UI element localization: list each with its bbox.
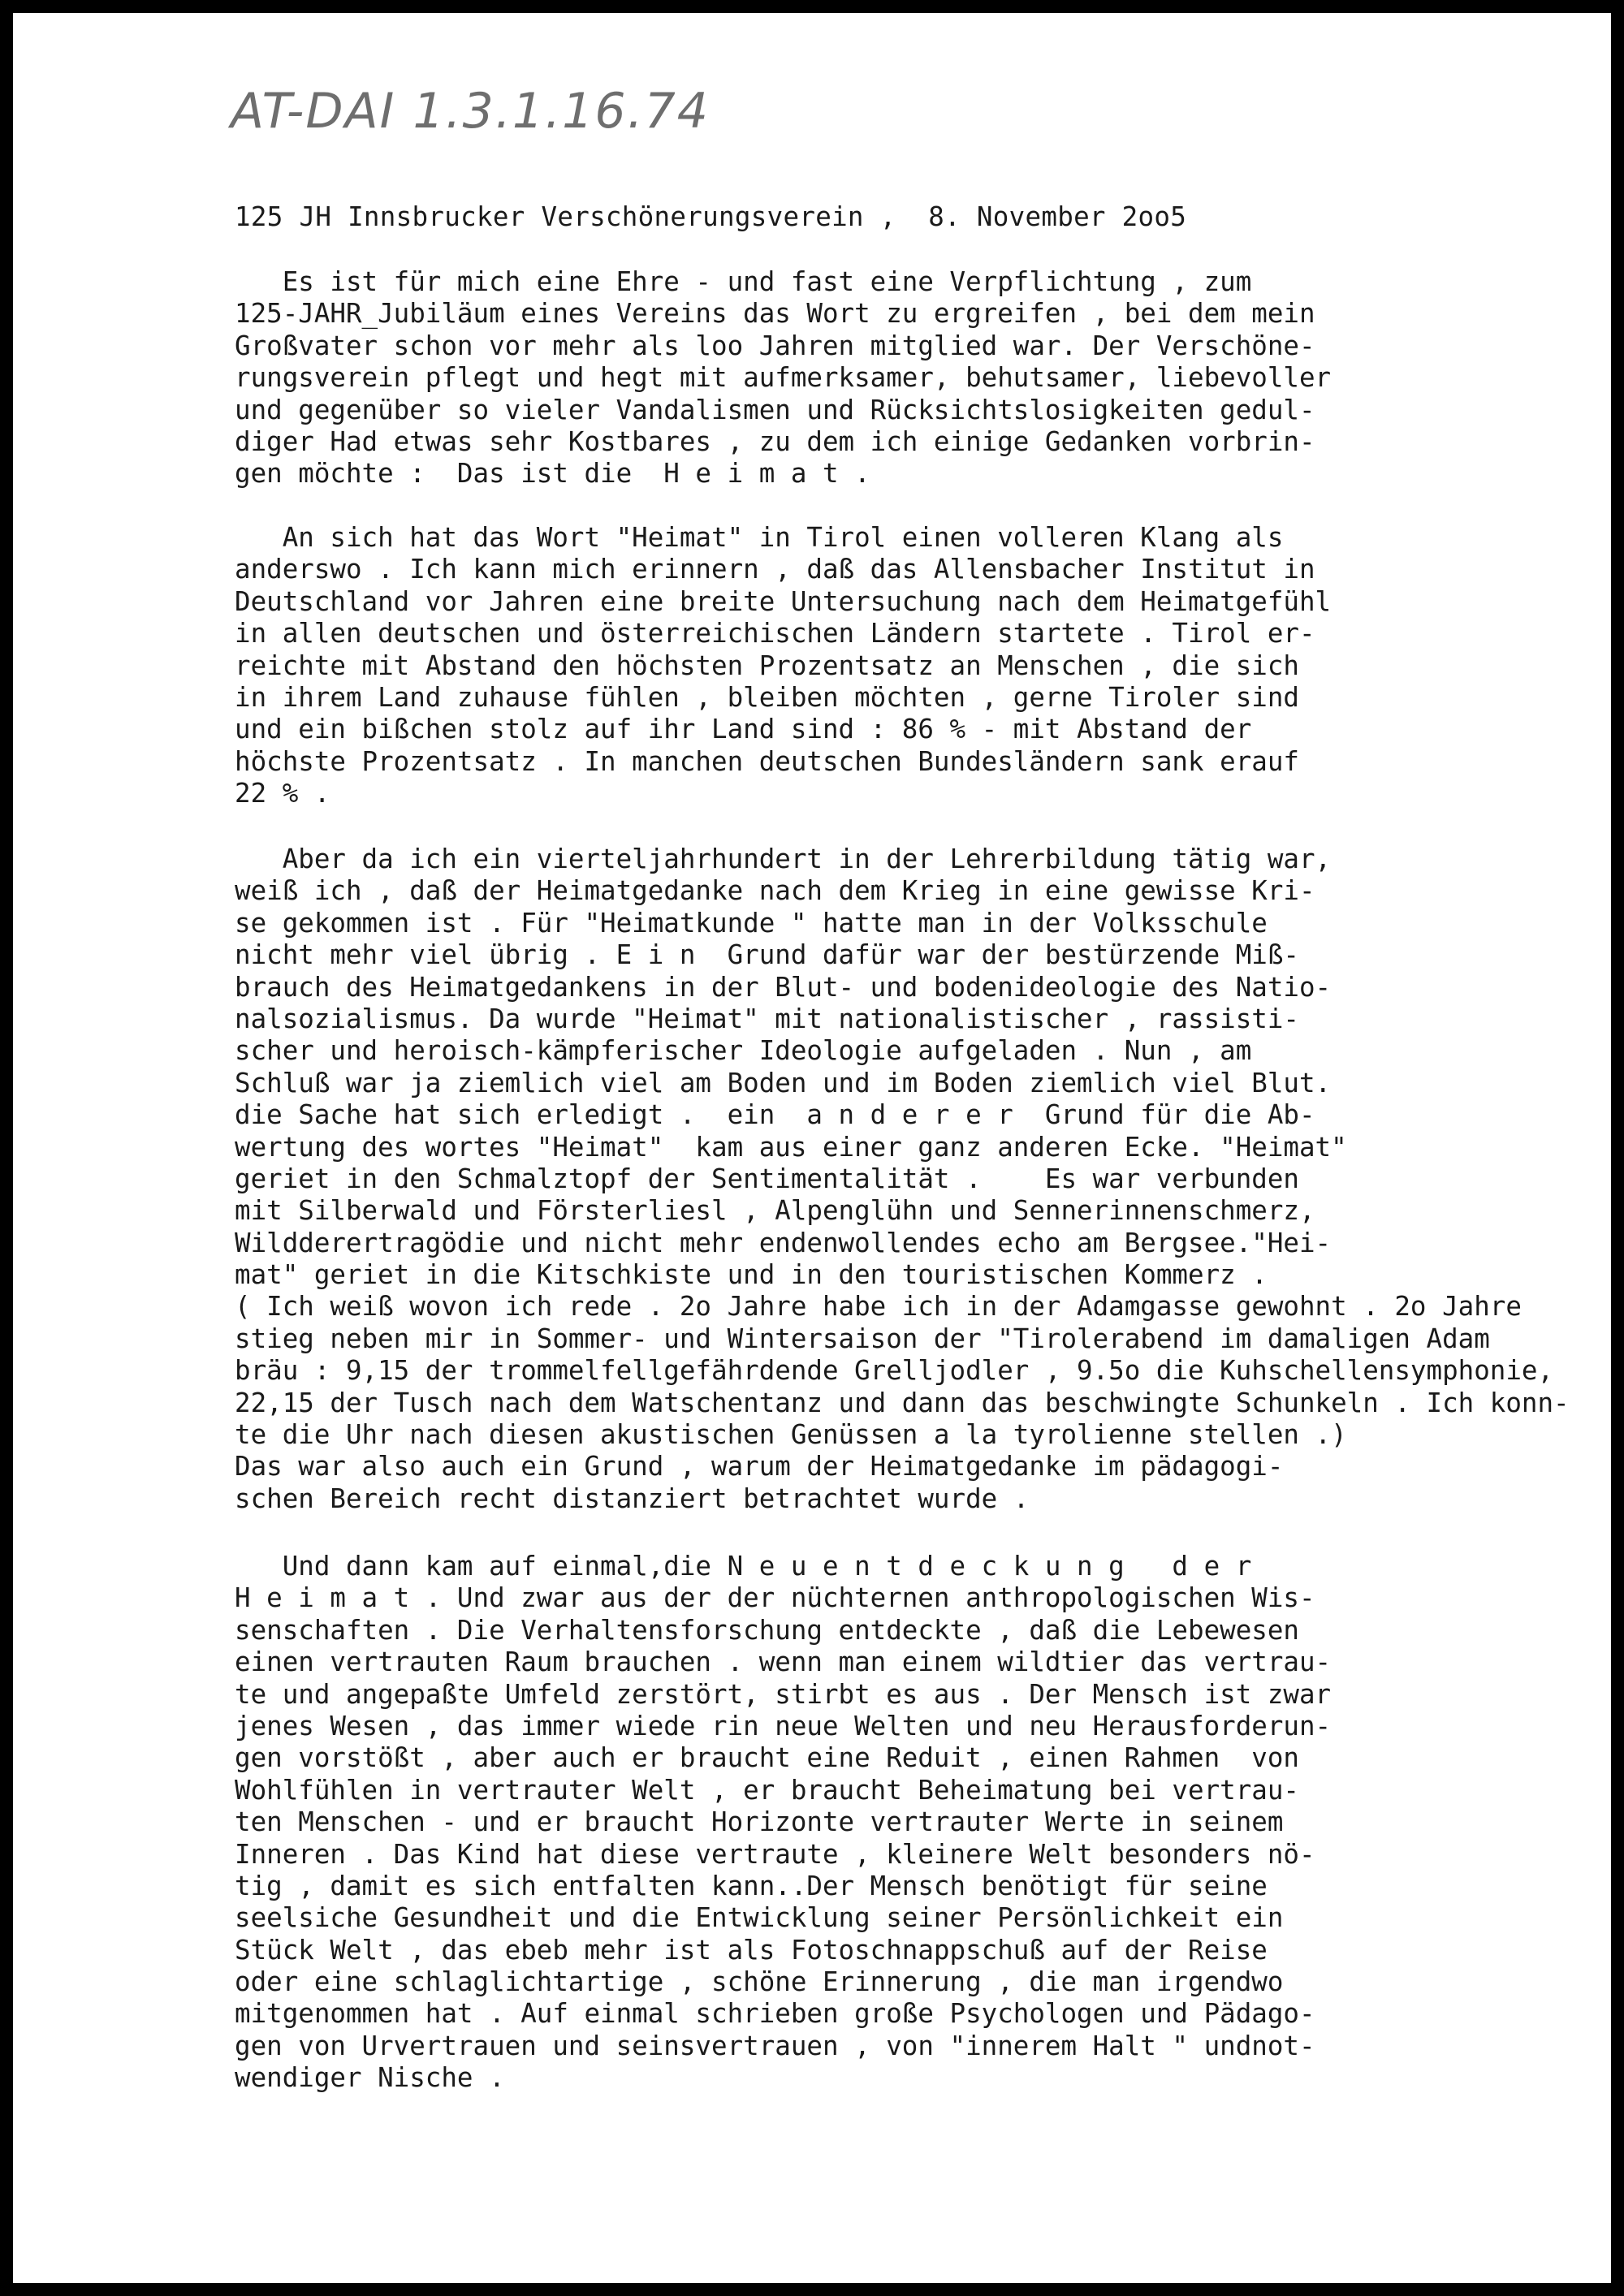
text-line: Schluß war ja ziemlich viel am Boden und im Boden ziemlich viel Blut. xyxy=(235,1067,1332,1098)
text-line: Stück Welt , das ebeb mehr ist als Fotoschnappschuß auf der Reise xyxy=(235,1934,1268,1966)
text-line: tig , damit es sich entfalten kann..Der Mensch benötigt für seine xyxy=(235,1870,1268,1901)
text-line: Großvater schon vor mehr als loo Jahren mitglied war. Der Verschöne- xyxy=(235,330,1315,361)
document-title: 125 JH Innsbrucker Verschönerungsverein , 8. November 2oo5 xyxy=(235,201,1187,232)
text-line: Inneren . Das Kind hat diese vertraute , kleinere Welt besonders nö- xyxy=(235,1838,1315,1870)
text-line: Es ist für mich eine Ehre - und fast eine Verpflichtung , zum xyxy=(235,266,1252,297)
text-line: mit Silberwald und Försterliesl , Alpenglühn und Sennerinnenschmerz, xyxy=(235,1195,1315,1227)
text-line: in allen deutschen und österreichischen Ländern startete . Tirol er- xyxy=(235,618,1315,650)
text-line: in ihrem Land zuhause fühlen , bleiben möchten , gerne Tiroler sind xyxy=(235,681,1299,713)
text-line: seelsiche Gesundheit und die Entwicklung seiner Persönlichkeit ein xyxy=(235,1902,1284,1934)
text-line: te die Uhr nach diesen akustischen Genüssen a la tyrolienne stellen .) xyxy=(235,1419,1347,1451)
text-line: senschaften . Die Verhaltensforschung entdeckte , daß die Lebewesen xyxy=(235,1614,1299,1646)
text-line: jenes Wesen , das immer wiede rin neue Welten und neu Herausforderun- xyxy=(235,1710,1332,1741)
text-line: einen vertrauten Raum brauchen . wenn man einem wildtier das vertrau- xyxy=(235,1646,1332,1678)
paragraph-3 xyxy=(235,844,1599,1515)
text-line: mitgenommen hat . Auf einmal schrieben große Psychologen und Pädago- xyxy=(235,1998,1315,2030)
text-line: 22,15 der Tusch nach dem Watschentanz und dann das beschwingte Schunkeln . Ich konn- xyxy=(235,1387,1570,1418)
text-line: Wohlfühlen in vertrauter Welt , er braucht Beheimatung bei vertrau- xyxy=(235,1774,1299,1806)
text-line: gen vorstößt , aber auch er braucht eine Reduit , einen Rahmen von xyxy=(235,1742,1299,1774)
text-line: te und angepaßte Umfeld zerstört, stirbt es aus . Der Mensch ist zwar xyxy=(235,1678,1332,1710)
document-page xyxy=(13,13,1611,2283)
text-line: se gekommen ist . Für "Heimatkunde " hatte man in der Volksschule xyxy=(235,907,1268,939)
text-line: ten Menschen - und er braucht Horizonte vertrauter Werte in seinem xyxy=(235,1806,1284,1838)
text-line: nicht mehr viel übrig . E i n Grund dafür war der bestürzende Miß- xyxy=(235,939,1299,971)
text-line: H e i m a t . Und zwar aus der der nüchternen anthropologischen Wis- xyxy=(235,1582,1315,1614)
text-line: schen Bereich recht distanziert betrachtet wurde . xyxy=(235,1482,1030,1514)
paragraph-4 xyxy=(235,1551,1599,2095)
text-line: diger Had etwas sehr Kostbares , zu dem ich einige Gedanken vorbrin- xyxy=(235,425,1315,457)
text-line: bräu : 9,15 der trommelfellgefährdende Grelljodler , 9.5o die Kuhschellensymphonie, xyxy=(235,1355,1554,1387)
text-line: anderswo . Ich kann mich erinnern , daß das Allensbacher Institut in xyxy=(235,554,1315,585)
text-line: und gegenüber so vieler Vandalismen und Rücksichtslosigkeiten gedul- xyxy=(235,394,1315,425)
text-line: rungsverein pflegt und hegt mit aufmerksamer, behutsamer, liebevoller xyxy=(235,362,1332,394)
paragraph-2 xyxy=(235,522,1599,810)
text-line: gen möchte : Das ist die H e i m a t . xyxy=(235,458,870,490)
text-line: wendiger Nische . xyxy=(235,2062,505,2094)
paragraph-1 xyxy=(235,266,1599,490)
text-line: reichte mit Abstand den höchsten Prozentsatz an Menschen , die sich xyxy=(235,650,1299,681)
text-line: 22 % . xyxy=(235,778,330,809)
text-line: ( Ich weiß wovon ich rede . 2o Jahre habe ich in der Adamgasse gewohnt . 2o Jahre xyxy=(235,1291,1522,1323)
text-line: die Sache hat sich erledigt . ein a n d e r e r Grund für die Ab- xyxy=(235,1099,1315,1131)
text-line: Und dann kam auf einmal,die N e u e n t d e c k u n g d e r xyxy=(235,1551,1252,1582)
text-line: geriet in den Schmalztopf der Sentimentalität . Es war verbunden xyxy=(235,1163,1299,1194)
text-line: An sich hat das Wort "Heimat" in Tirol einen volleren Klang als xyxy=(235,522,1284,553)
text-line: Wildderertragödie und nicht mehr endenwollendes echo am Bergsee."Hei- xyxy=(235,1227,1332,1258)
text-line: höchste Prozentsatz . In manchen deutschen Bundesländern sank erauf xyxy=(235,745,1299,777)
text-line: Deutschland vor Jahren eine breite Untersuchung nach dem Heimatgefühl xyxy=(235,585,1332,617)
text-line: Das war also auch ein Grund , warum der Heimatgedanke im pädagogi- xyxy=(235,1451,1284,1482)
text-line: Aber da ich ein vierteljahrhundert in der Lehrerbildung tätig war, xyxy=(235,844,1332,874)
text-line: wertung des wortes "Heimat" kam aus einer ganz anderen Ecke. "Heimat" xyxy=(235,1131,1347,1163)
text-line: weiß ich , daß der Heimatgedanke nach dem Krieg in eine gewisse Kri- xyxy=(235,875,1315,907)
text-line: 125-JAHR_Jubiläum eines Vereins das Wort zu ergreifen , bei dem mein xyxy=(235,298,1315,330)
text-line: mat" geriet in die Kitschkiste und in den touristischen Kommerz . xyxy=(235,1259,1268,1291)
text-line: nalsozialismus. Da wurde "Heimat" mit nationalistischer , rassisti- xyxy=(235,1003,1299,1034)
text-line: gen von Urvertrauen und seinsvertrauen , von "innerem Halt " undnot- xyxy=(235,2030,1315,2061)
text-line: und ein bißchen stolz auf ihr Land sind : 86 % - mit Abstand der xyxy=(235,714,1252,745)
text-line: stieg neben mir in Sommer- und Wintersaison der "Tirolerabend im damaligen Adam xyxy=(235,1323,1490,1354)
text-line: brauch des Heimatgedankens in der Blut- und bodenideologie des Natio- xyxy=(235,971,1332,1003)
archive-signature-mark: AT-DAI 1.3.1.16.74 xyxy=(231,83,710,140)
text-line: scher und heroisch-kämpferischer Ideologie aufgeladen . Nun , am xyxy=(235,1035,1252,1067)
text-line: oder eine schlaglichtartige , schöne Erinnerung , die man irgendwo xyxy=(235,1966,1284,1998)
